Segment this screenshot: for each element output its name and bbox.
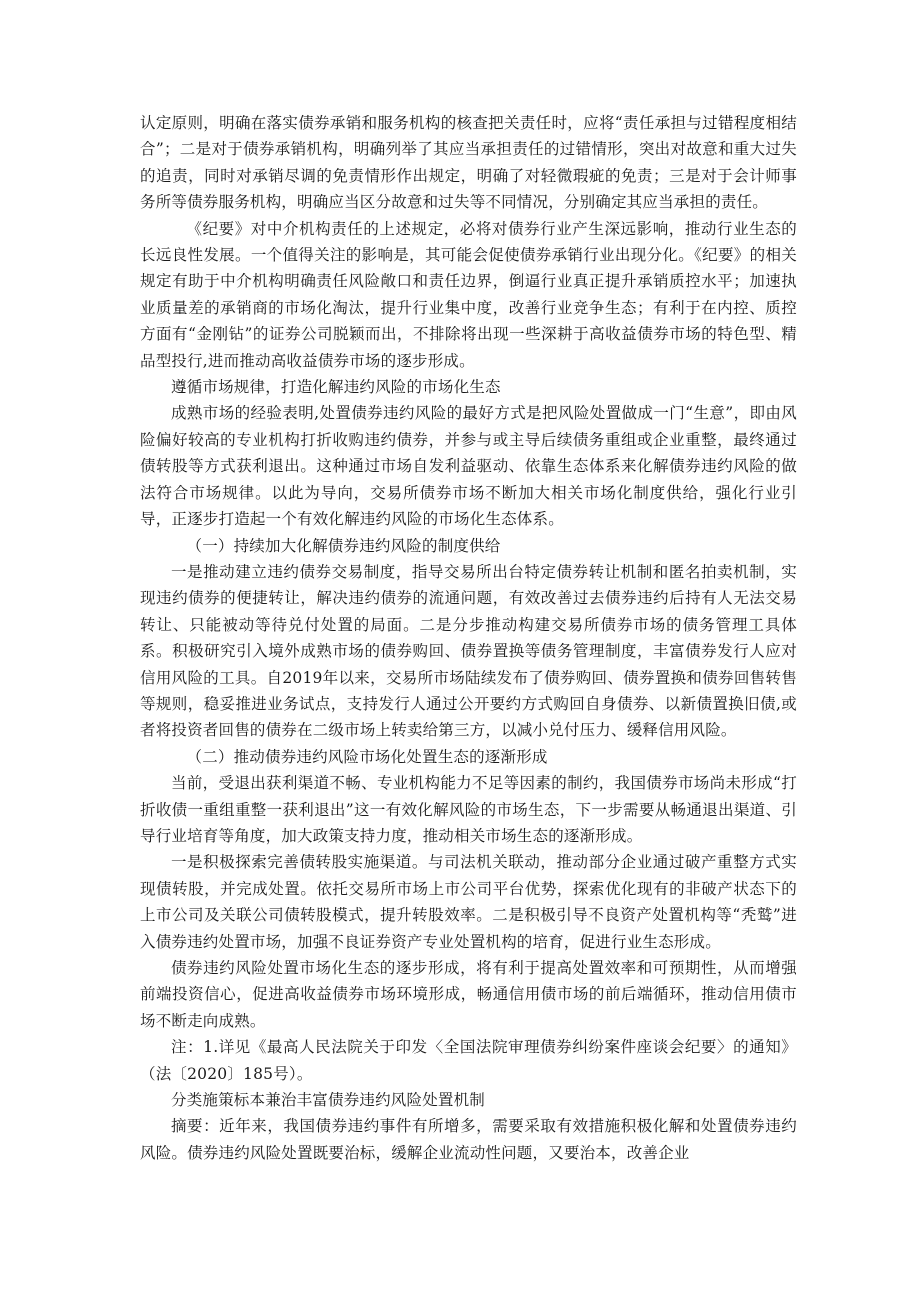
paragraph-liability-principles: 认定原则，明确在落实债券承销和服务机构的核查把关责任时，应将“责任承担与过错程度相结合”；二是对于债券承销机构，明确列举了其应当承担责任的过错情形，突出对故意和重大过失的追责，同时对承销尽调的免责情形作出规定，明确了对轻微瑕疵的免责；三是对于会计师事务所等债券服务机构，明确应当区分故意和过失等不同情况，分别确定其应当承担的责任。 [140,114,797,212]
paragraph-debt-equity-swap: 一是积极探索完善债转股实施渠道。与司法机关联动，推动部分企业通过破产重整方式实现债转股，并完成处置。依托交易所市场上市公司平台优势，探索优化现有的非破产状态下的上市公司及关联公司债转股模式，提升转股效率。二是积极引导不良资产处置机构等“秃鹫”进入债券违约处置市场，加强不良证券资产专业处置机构的培育，促进行业生态形成。 [140,853,797,951]
abstract-paragraph: 摘要：近年来，我国债券违约事件有所增多，需要采取有效措施积极化解和处置债券违约风险。债券违约风险处置既要治标，缓解企业流动性问题，又要治本，改善企业 [140,1117,797,1162]
paragraph-conclusion: 债券违约风险处置市场化生态的逐步形成，将有利于提高处置效率和可预期性，从而增强前端投资信心，促进高收益债券市场环境形成，畅通信用债市场的前后端循环，推动信用债市场不断走向成熟。 [140,959,797,1030]
document-page [140,110,797,1166]
paragraph-current-situation: 当前，受退出获利渠道不畅、专业机构能力不足等因素的制约，我国债券市场尚未形成“打折收债一重组重整一获利退出”这一有效化解风险的市场生态，下一步需要从畅通退出渠道、引导行业培育等角度，加大政策支持力度，推动相关市场生态的逐渐形成。 [140,774,797,845]
section-heading-market-ecology: 遵循市场规律，打造化解违约风险的市场化生态 [171,378,501,397]
subheading-disposal-ecology: （二）推动债券违约风险市场化处置生态的逐渐形成 [186,747,548,766]
paragraph-minutes-impact: 《纪要》对中介机构责任的上述规定，必将对债券行业产生深远影响，推动行业生态的长远良性发展。一个值得关注的影响是，其可能会促使债券承销行业出现分化。《纪要》的相关规定有助于中介机构明确责任风险敞口和责任边界，倒逼行业真正提升承销质控水平；加速执业质量差的承销商的市场化淘汰，提升行业集中度，改善行业竞争生态；有利于在内控、质控方面有“金刚钻”的证券公司脱颖而出，不排除将出现一些深耕于高收益债券市场的特色型、精品型投行,进而推动高收益债券市场的逐步形成。 [140,219,797,370]
subheading-institutional-supply: （一）持续加大化解债券违约风险的制度供给 [186,536,501,555]
article-title: 分类施策标本兼治丰富债券违约风险处置机制 [171,1091,486,1110]
paragraph-mature-market-experience: 成熟市场的经验表明,处置债券违约风险的最好方式是把风险处置做成一门“生意”，即由风险偏好较高的专业机构打折收购违约债券，并参与或主导后续债务重组或企业重整，最终通过债转股等方式获利退出。这种通过市场自发利益驱动、依靠生态体系来化解债券违约风险的做法符合市场规律。以此为导向，交易所债券市场不断加大相关市场化制度供给，强化行业引导，正逐步打造起一个有效化解违约风险的市场化生态体系。 [140,404,797,529]
footnote: 注：1.详见《最高人民法院关于印发〈全国法院审理债券纠纷案件座谈会纪要〉的通知》（法〔2020〕185号）。 [140,1038,797,1083]
paragraph-default-trading-system: 一是推动建立违约债券交易制度，指导交易所出台特定债券转让机制和匿名拍卖机制，实现违约债券的便捷转让，解决违约债券的流通问题，有效改善过去债券违约后持有人无法交易转让、只能被动等待兑付处置的局面。二是分步推动构建交易所债券市场的债务管理工具体系。积极研究引入境外成熟市场的债券购回、债券置换等债务管理制度，丰富债券发行人应对信用风险的工具。自2019年以来，交易所市场陆续发布了债券购回、债券置换和债券回售转售等规则，稳妥推进业务试点，支持发行人通过公开要约方式购回自身债券、以新债置换旧债,或者将投资者回售的债券在二级市场上转卖给第三方，以减小兑付压力、缓释信用风险。 [140,562,797,740]
